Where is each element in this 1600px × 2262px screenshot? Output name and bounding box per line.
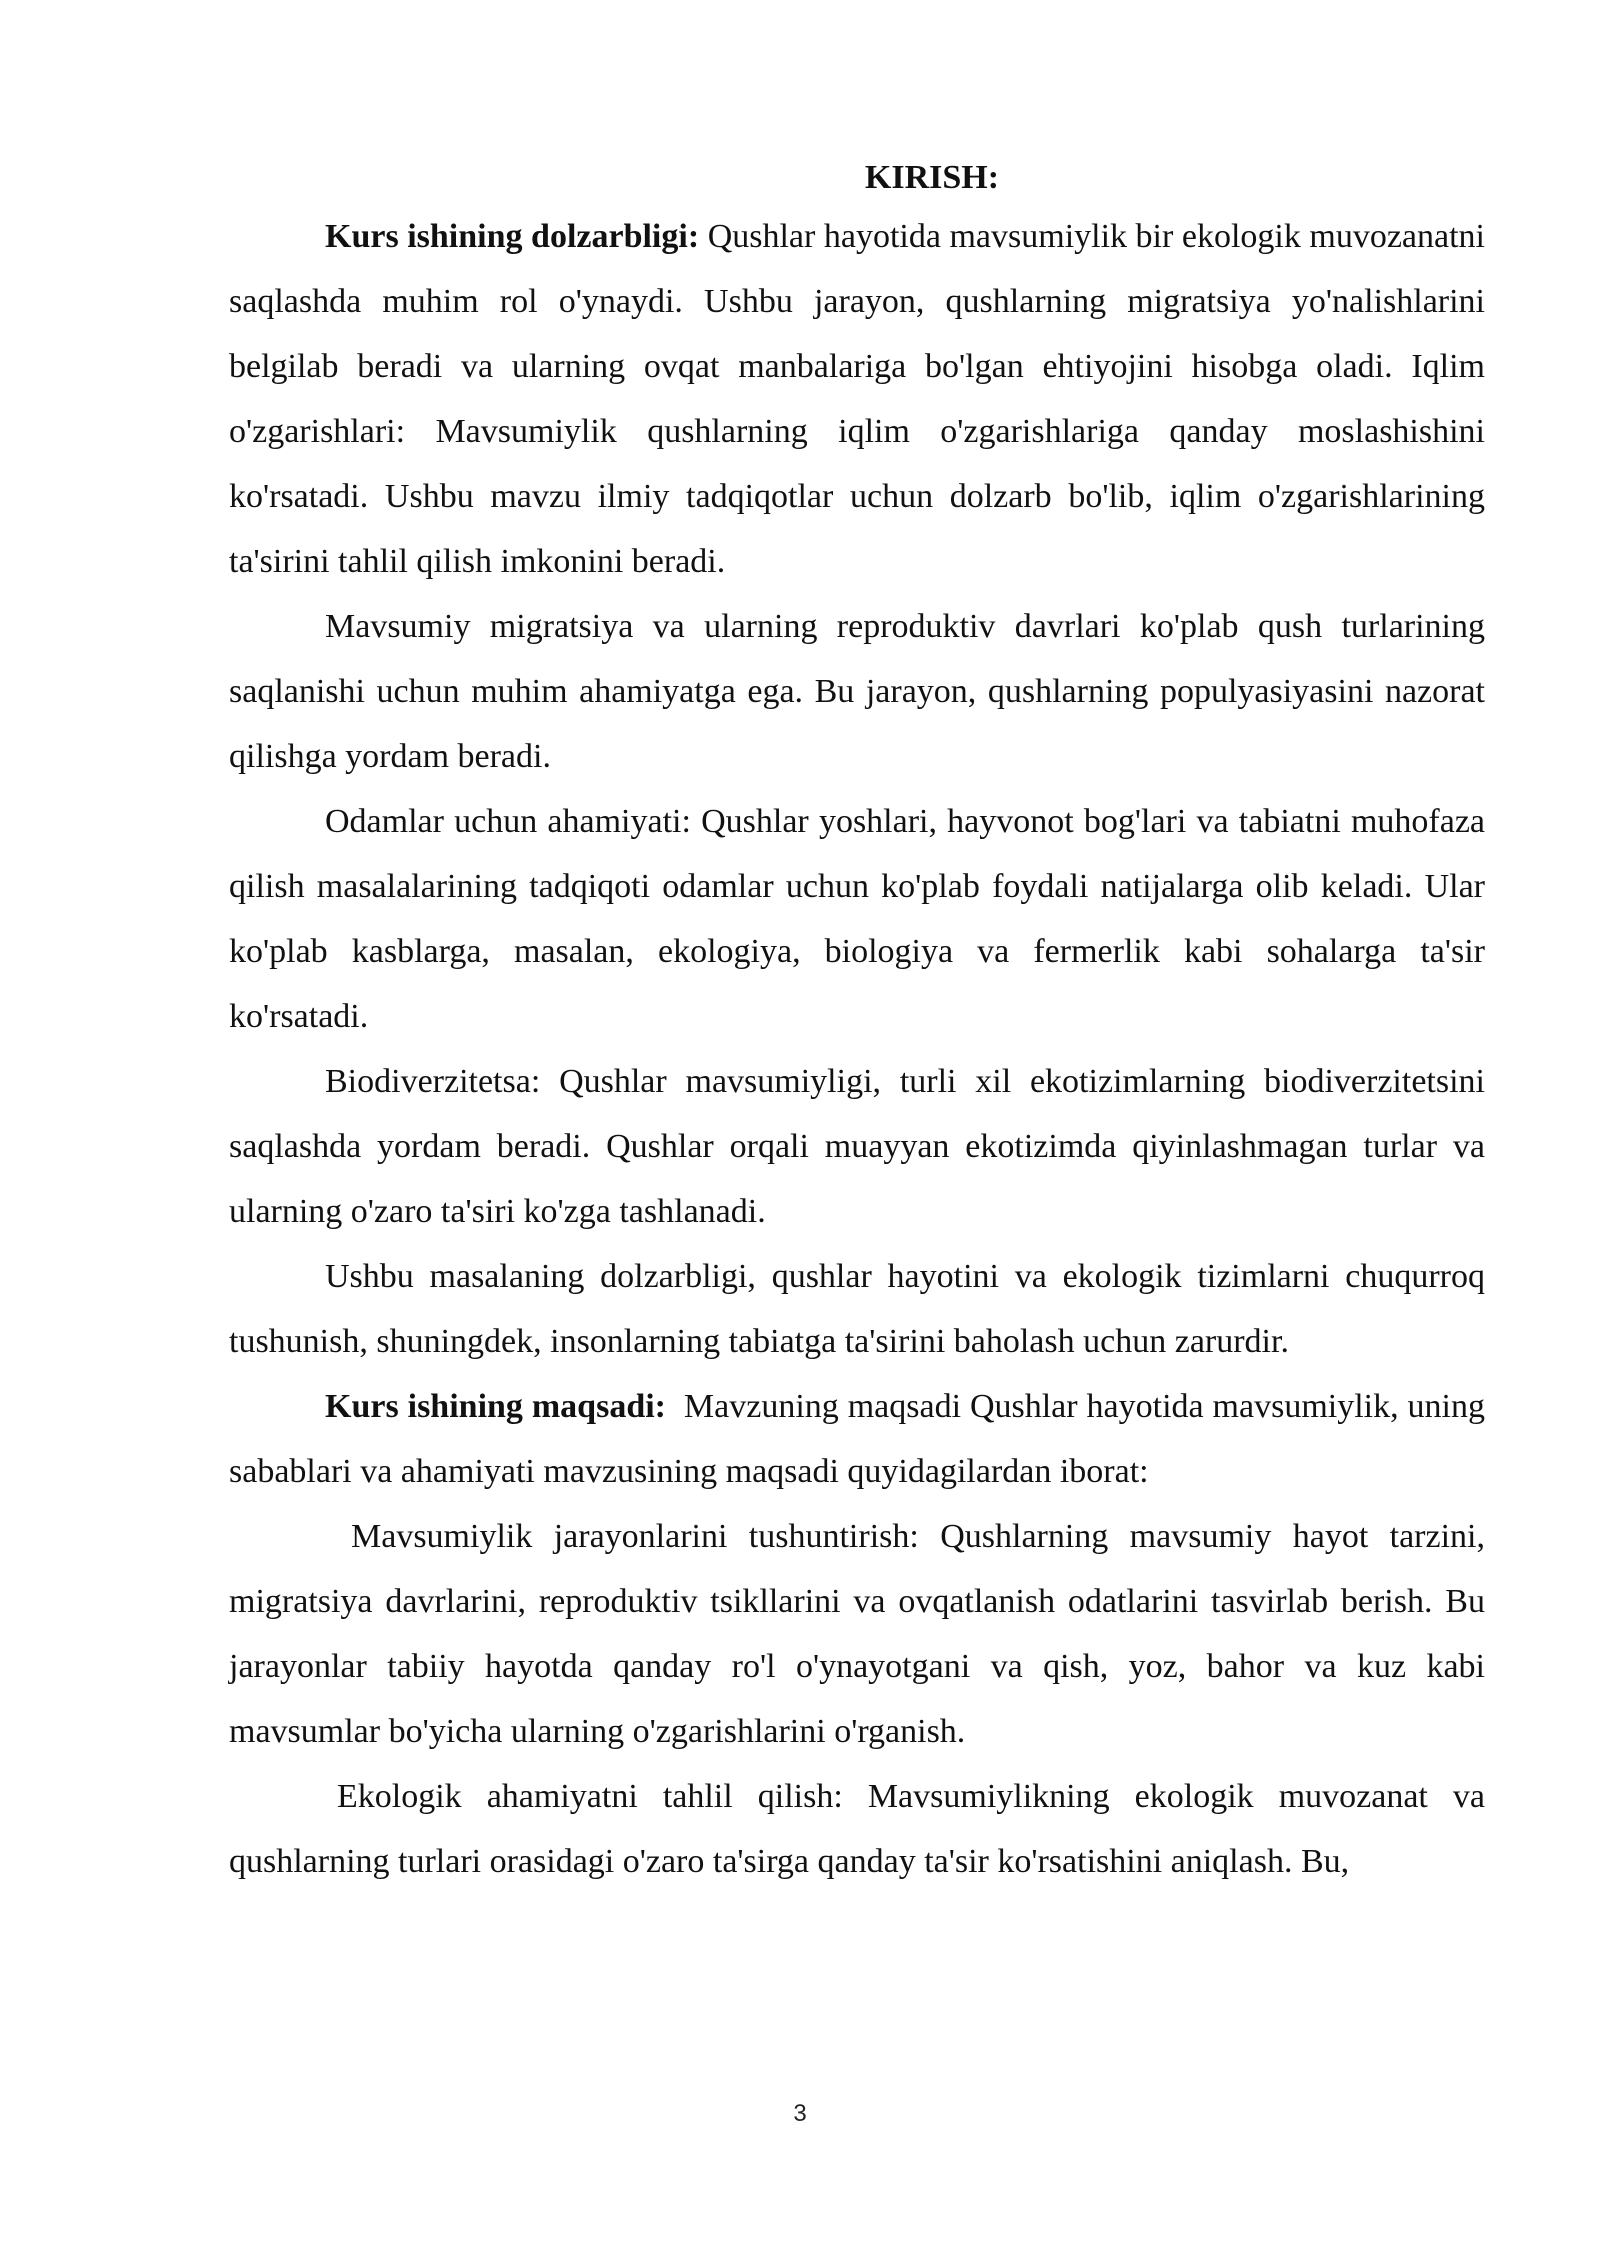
paragraph-text: Mavsumiy migratsiya va ularning reproduktiv davrlari ko'plab qush turlarining saqlanishi uchun muhim ahamiyatga ega. Bu jarayon, qushlarning populyasiyasini nazorat qilishga yordam beradi. bbox=[229, 608, 1485, 775]
paragraph-text: Ushbu masalaning dolzarbligi, qushlar hayotini va ekologik tizimlarni chuqurroq tushunish, shuningdek, insonlarning tabiatga ta'sirini baholash uchun zarurdir. bbox=[229, 1258, 1485, 1360]
paragraph-goal bbox=[229, 1374, 1494, 1504]
page-content bbox=[229, 152, 1494, 1894]
paragraph-relevance bbox=[229, 204, 1485, 594]
paragraph-importance-for-people bbox=[229, 789, 1485, 1049]
paragraph-ecological-analysis bbox=[229, 1764, 1485, 1894]
paragraph-lead: Kurs ishining dolzarbligi: bbox=[325, 218, 700, 255]
paragraph-migration bbox=[229, 594, 1485, 789]
paragraph-text: Mavsumiylik jarayonlarini tushuntirish: Qushlarning mavsumiy hayot tarzini, migratsiya davrlarini, reproduktiv tsikllarini va ovqatlanish odatlarini tasvirlab berish. Bu jarayonlar tabiiy hayotda qanday ro'l o'ynayotgani va qish, yoz, bahor va kuz kabi mavsumlar bo'yicha ularning o'zgarishlarini o'rganish. bbox=[229, 1518, 1485, 1750]
page-number: 3 bbox=[793, 2100, 807, 2127]
paragraph-text: Biodiverzitetsa: Qushlar mavsumiyligi, turli xil ekotizimlarning biodiverzitetsini saqlashda yordam beradi. Qushlar orqali muayyan ekotizimda qiyinlashmagan turlar va ularning o'zaro ta'siri ko'zga tashlanadi. bbox=[229, 1063, 1485, 1230]
page-title: KIRISH: bbox=[864, 159, 1000, 196]
paragraph-seasonality-processes bbox=[229, 1504, 1485, 1764]
paragraph-text: Qushlar hayotida mavsumiylik bir ekologik muvozanatni saqlashda muhim rol o'ynaydi. Ushbu jarayon, qushlarning migratsiya yo'nalishlarini belgilab beradi va ularning ovqat manbalariga bo'lgan ehtiyojini hisobga oladi. Iqlim o'zgarishlari: Mavsumiylik qushlarning iqlim o'zgarishlariga qanday moslashishini ko'rsatadi. Ushbu mavzu ilmiy tadqiqotlar uchun dolzarb bo'lib, iqlim o'zgarishlarining ta'sirini tahlil qilish imkonini beradi. bbox=[229, 218, 1485, 580]
paragraph-lead: Kurs ishining maqsadi: bbox=[325, 1388, 667, 1425]
paragraph-text: Ekologik ahamiyatni tahlil qilish: Mavsumiylikning ekologik muvozanat va qushlarning turlari orasidagi o'zaro ta'sirga qanday ta'sir ko'rsatishini aniqlash. Bu, bbox=[229, 1778, 1485, 1880]
paragraph-text: Mavzuning maqsadi Qushlar hayotida mavsumiylik, uning sabablari va ahamiyati mavzusining maqsadi quyidagilardan iborat: bbox=[229, 1388, 1494, 1490]
paragraph-biodiversity bbox=[229, 1049, 1485, 1244]
paragraph-conclusion bbox=[229, 1244, 1485, 1374]
paragraph-text: Odamlar uchun ahamiyati: Qushlar yoshlari, hayvonot bog'lari va tabiatni muhofaza qilish masalalarining tadqiqoti odamlar uchun ko'plab foydali natijalarga olib keladi. Ular ko'plab kasblarga, masalan, ekologiya, biologiya va fermerlik kabi sohalarga ta'sir ko'rsatadi. bbox=[229, 803, 1485, 1035]
